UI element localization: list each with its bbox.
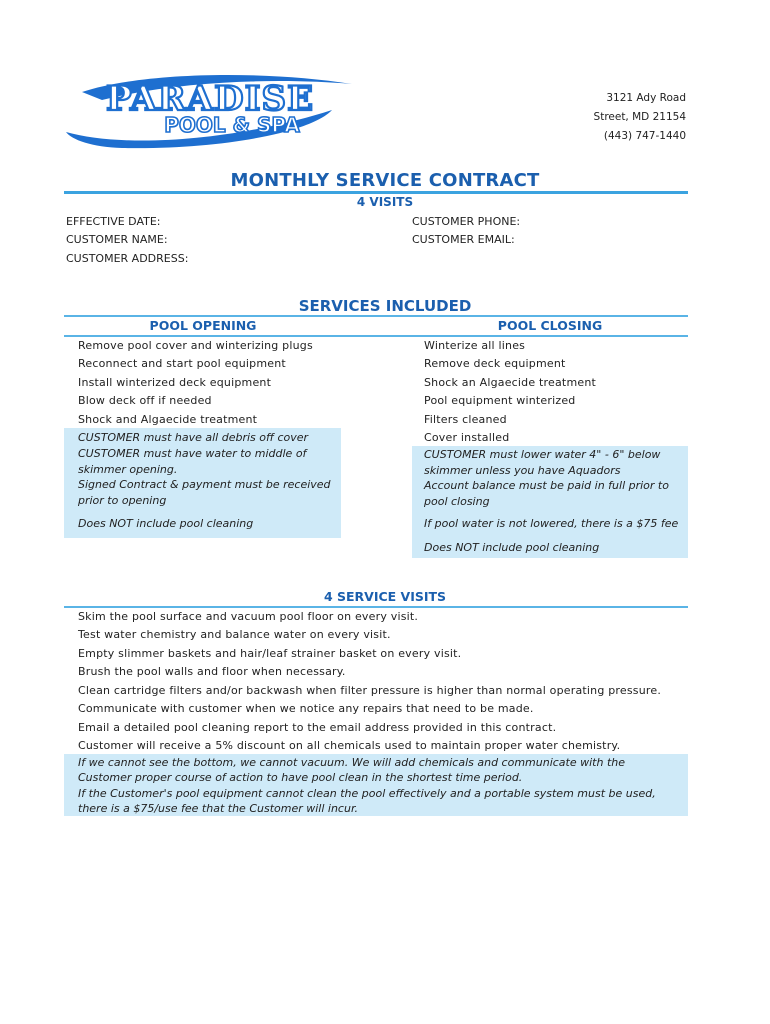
paradise-pool-spa-logo	[62, 70, 362, 150]
list-item: Blow deck off if needed	[78, 394, 212, 407]
note-line: skimmer unless you have Aquadors	[424, 464, 621, 477]
list-item: Pool equipment winterized	[424, 394, 576, 407]
note-line: pool closing	[424, 495, 490, 508]
services-heading: SERVICES INCLUDED	[298, 297, 472, 315]
visits-divider	[64, 606, 688, 608]
list-item: Install winterized deck equipment	[78, 376, 272, 389]
list-item: Cover installed	[424, 431, 510, 444]
note-line: Customer proper course of action to have pool clean in the shortest time period.	[78, 771, 523, 784]
customer-address-label: CUSTOMER ADDRESS:	[66, 252, 189, 265]
list-item: Remove deck equipment	[424, 357, 566, 370]
list-item: Reconnect and start pool equipment	[78, 357, 286, 370]
list-item: Shock and Algaecide treatment	[78, 413, 258, 426]
list-item: Remove pool cover and winterizing plugs	[78, 339, 313, 352]
pool-opening-heading: POOL OPENING	[149, 318, 257, 333]
list-item: Shock an Algaecide treatment	[424, 376, 597, 389]
column-heading-divider	[64, 335, 688, 337]
note-line: prior to opening	[78, 494, 167, 507]
service-visits-heading: 4 SERVICE VISITS	[323, 589, 447, 604]
title-divider	[64, 191, 688, 194]
note-line: skimmer opening.	[78, 463, 178, 476]
pool-closing-heading: POOL CLOSING	[497, 318, 603, 333]
list-item: Winterize all lines	[424, 339, 526, 352]
customer-email-label: CUSTOMER EMAIL:	[412, 233, 515, 246]
logo-line2: POOL & SPA	[164, 113, 300, 137]
note-line: CUSTOMER must have water to middle of	[78, 447, 307, 460]
company-address-line1: 3121 Ady Road	[606, 92, 686, 104]
note-line: CUSTOMER must have all debris off cover	[78, 431, 309, 444]
note-line: there is a $75/use fee that the Customer will incur.	[78, 802, 358, 815]
list-item: Brush the pool walls and floor when necessary.	[78, 665, 346, 678]
closing-fee-note: If pool water is not lowered, there is a $75 fee	[424, 517, 679, 530]
note-line: CUSTOMER must lower water 4" - 6" below	[424, 448, 661, 461]
list-item: Skim the pool surface and vacuum pool floor on every visit.	[78, 610, 419, 623]
list-item: Email a detailed pool cleaning report to the email address provided in this contract.	[78, 721, 557, 734]
closing-exclusion: Does NOT include pool cleaning	[424, 541, 600, 554]
list-item: Communicate with customer when we notice any repairs that need to be made.	[78, 702, 534, 715]
effective-date-label: EFFECTIVE DATE:	[66, 215, 161, 228]
contract-title: MONTHLY SERVICE CONTRACT	[230, 170, 540, 191]
list-item: Empty slimmer baskets and hair/leaf strainer basket on every visit.	[78, 647, 462, 660]
note-line: Signed Contract & payment must be received	[78, 478, 331, 491]
note-line: If the Customer's pool equipment cannot clean the pool effectively and a portable system must be used,	[78, 787, 656, 800]
services-divider	[64, 315, 688, 317]
opening-exclusion: Does NOT include pool cleaning	[78, 517, 254, 530]
logo-line1: PARADISE	[106, 79, 314, 119]
list-item: Test water chemistry and balance water on every visit.	[78, 628, 391, 641]
note-line: Account balance must be paid in full prior to	[424, 479, 669, 492]
note-line: If we cannot see the bottom, we cannot vacuum. We will add chemicals and communicate with the	[78, 756, 626, 769]
list-item: Customer will receive a 5% discount on all chemicals used to maintain proper water chemistry.	[78, 739, 621, 752]
list-item: Clean cartridge filters and/or backwash when filter pressure is higher than normal operating pressure.	[78, 684, 662, 697]
customer-phone-label: CUSTOMER PHONE:	[412, 215, 521, 228]
company-phone: (443) 747-1440	[603, 130, 686, 142]
list-item: Filters cleaned	[424, 413, 507, 426]
contract-subtitle: 4 VISITS	[356, 195, 414, 209]
company-address-line2: Street, MD 21154	[593, 111, 686, 123]
customer-name-label: CUSTOMER NAME:	[66, 233, 168, 246]
